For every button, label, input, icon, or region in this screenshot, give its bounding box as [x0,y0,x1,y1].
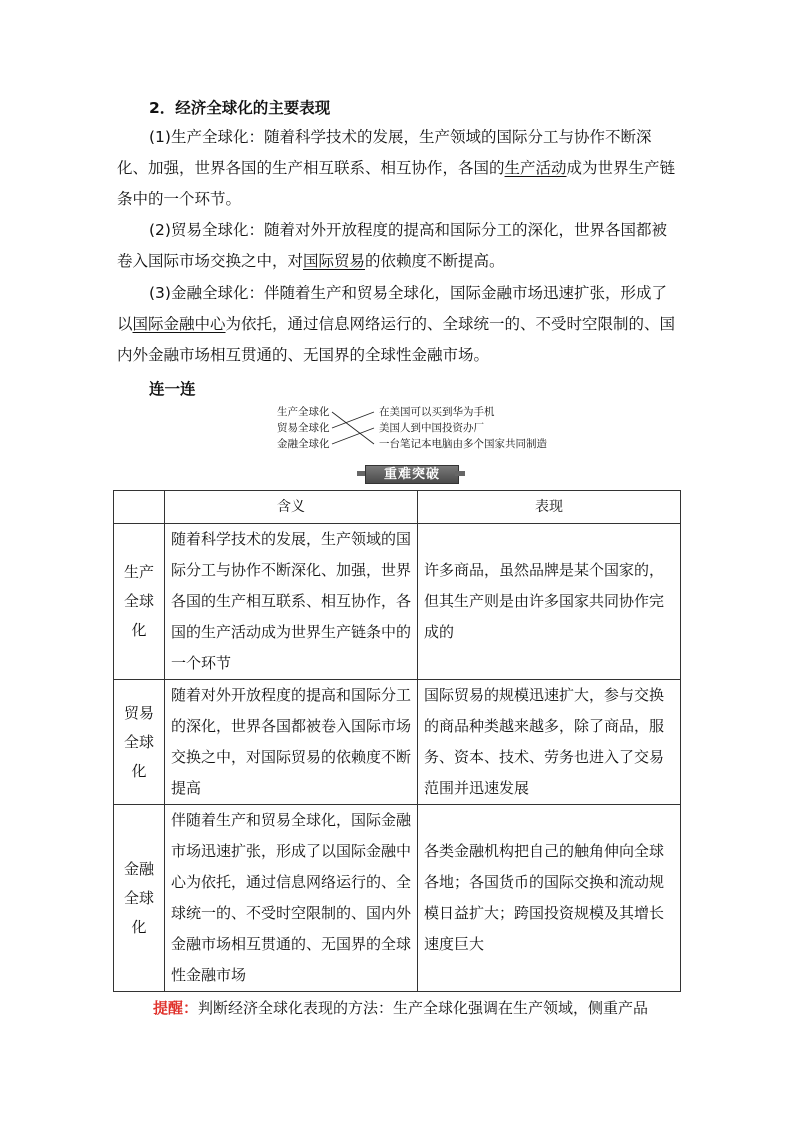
paragraph-text: 的依赖度不断提高。 [365,252,505,270]
table-header-cell: 含义 [165,491,418,524]
match-right-item: 美国人到中国投资办厂 [379,422,484,434]
meaning-cell: 随着对外开放程度的提高和国际分工的深化，世界各国都被卷入国际市场交换之中，对国际贸易的依赖度不断提高 [165,680,418,805]
match-line [332,428,374,444]
badge-ornament [455,471,465,476]
section-badge [357,465,465,483]
section-heading: 2．经济全球化的主要表现 [149,99,331,117]
paragraph-text: (1)生产全球化：随着科学技术的发展，生产领域的国际分工与协作不断深化、加强，世界各国的生产相互联系、相互协作，各国的 [117,128,652,177]
table-row [114,805,681,992]
match-right-item: 在美国可以买到华为手机 [379,406,495,418]
underlined-term: 国际贸易 [303,252,366,270]
performance-cell: 许多商品，虽然品牌是某个国家的，但其生产则是由许多国家共同协作完成的 [418,524,681,680]
underlined-term: 生产活动 [504,159,567,177]
paragraph-finance [117,278,677,371]
row-label: 金融全球化 [114,805,165,992]
table-header-cell: 表现 [418,491,681,524]
tip-label: 提醒： [153,999,199,1017]
paragraph-text: 成为世界生产链条中的一个环节。 [117,159,676,208]
match-left-item: 金融全球化 [277,438,330,450]
meaning-cell: 伴随着生产和贸易全球化，国际金融市场迅速扩张，形成了以国际金融中心为依托，通过信息网络运行的、全球统一的、不受时空限制的、国内外金融市场相互贯通的、无国界的全球性金融市场 [165,805,418,992]
row-label: 贸易全球化 [114,680,165,805]
match-line [332,412,374,428]
badge-label: 重难突破 [365,465,459,484]
underlined-term: 国际金融中心 [132,315,226,333]
match-line [332,412,374,444]
meaning-cell: 随着科学技术的发展，生产领域的国际分工与协作不断深化、加强，世界各国的生产相互联系、相互协作，各国的生产活动成为世界生产链条中的一个环节 [165,524,418,680]
tip-note [153,997,648,1018]
tip-text: 判断经济全球化表现的方法：生产全球化强调在生产领域，侧重产品 [198,999,649,1017]
paragraph-text: (2)贸易全球化：随着对外开放程度的提高和国际分工的深化，世界各国都被卷入国际市场交换之中，对 [117,221,667,270]
match-left-item: 生产全球化 [277,406,330,418]
paragraph-production [117,122,677,215]
table-header-row [114,491,681,524]
table-header-cell [114,491,165,524]
table-row [114,680,681,805]
match-right-item: 一台笔记本电脑由多个国家共同制造 [379,438,547,450]
match-lines [262,402,562,457]
paragraph-trade [117,215,677,277]
matching-exercise [262,402,562,457]
table-row [114,524,681,680]
paragraph-text: 为依托，通过信息网络运行的、全球统一的、不受时空限制的、国内外金融市场相互贯通的、无国界的全球性金融市场。 [117,315,676,364]
summary-table [113,490,681,992]
match-left-item: 贸易全球化 [277,422,330,434]
performance-cell: 各类金融机构把自己的触角伸向全球各地；各国货币的国际交换和流动规模日益扩大；跨国投资规模及其增长速度巨大 [418,805,681,992]
paragraph-text: (3)金融全球化：伴随着生产和贸易全球化，国际金融市场迅速扩张，形成了以 [117,284,667,333]
performance-cell: 国际贸易的规模迅速扩大，参与交换的商品种类越来越多，除了商品，服务、资本、技术、劳务也进入了交易范围并迅速发展 [418,680,681,805]
exercise-title: 连一连 [149,380,196,398]
row-label: 生产全球化 [114,524,165,680]
